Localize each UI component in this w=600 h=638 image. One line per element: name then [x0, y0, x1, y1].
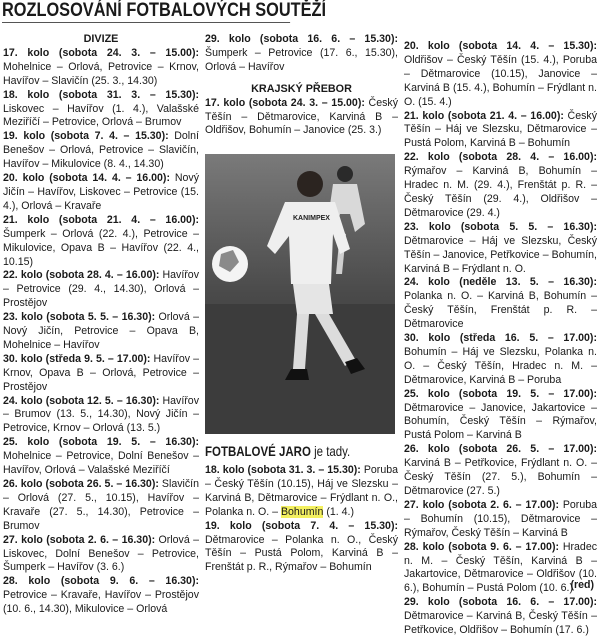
round-fixtures: Slavičín – Orlová (27. 5., 10.15), Havířov – Kravaře (27. 5., 14.30), Petrovice – Brumov	[3, 478, 200, 532]
fixture-round	[3, 130, 199, 172]
round-fixtures: Dětmarovice – Háj ve Slezsku, Český Těšín – Janovice, Petřkovice – Bohumín, Karviná B – Frýdlant n. O.	[404, 234, 597, 275]
highlighted-team: Bohumín	[280, 505, 324, 518]
round-label: 23. kolo (sobota 5. 5. – 16.30):	[404, 220, 597, 233]
round-fixtures: Poruba – Český Těšín (10.15), Háj ve Slezsku – Karviná B, Dětmarovice – Frýdlant n. O., Polanka n. O. –	[205, 464, 398, 518]
round-fixtures: Karviná B – Petřkovice, Frýdlant n. O. – Český Těšín (27. 5.), Bohumín – Dětmarovice (27. 5.)	[404, 457, 597, 497]
round-label: 21. kolo (sobota 21. 4. – 16.00):	[404, 109, 564, 122]
round-fixtures: Dětmarovice – Janovice, Jakartovice – Bohumín, Český Těšín – Rýmařov, Pustá Polom – Karviná B	[404, 401, 597, 442]
round-fixtures: Orlová – Nový Jičín, Petrovice – Opava B, Mohelnice – Havířov	[3, 311, 200, 351]
fixture-round	[3, 575, 199, 617]
author-signature: (red)	[570, 579, 594, 591]
fixture-round	[3, 534, 199, 576]
round-fixtures: Rýmařov – Karviná B, Bohumín – Hradec n. M. (29. 4.), Frenštát p. R. – Český Těšín (29. 4.), Oldřišov – Dětmarovice (29. 4.)	[404, 165, 597, 219]
fixture-round	[404, 388, 597, 444]
round-fixtures: Nový Jičín – Havířov, Liskovec – Petrovice (15. 4.), Orlová – Kravaře	[3, 172, 199, 212]
round-label: 21. kolo (sobota 21. 4. – 16.00):	[3, 213, 199, 226]
round-fixtures: Český Těšín – Háj ve Slezsku, Dětmarovice – Pustá Polom, Karviná B – Bohumín	[404, 109, 597, 150]
fixture-round	[404, 499, 597, 541]
fixture-round	[205, 33, 398, 75]
round-fixtures: Havířov – Petrovice (29. 4., 14.30), Orlová – Prostějov	[3, 269, 199, 310]
round-fixtures: Dětmarovice – Karviná B, Český Těšín – Petřkovice, Oldřišov – Bohumín (17. 6.)	[404, 610, 597, 637]
fixture-round	[404, 221, 597, 277]
round-label: 23. kolo (sobota 5. 5. – 16.30):	[3, 311, 156, 324]
fixture-round	[3, 311, 199, 353]
column-middle	[205, 33, 398, 138]
fixture-round	[404, 443, 597, 499]
fixture-round	[404, 541, 597, 597]
column-divize	[3, 33, 199, 617]
round-label: 27. kolo (sobota 2. 6. – 17.00):	[404, 498, 559, 511]
fixture-round	[404, 276, 597, 332]
round-label: 26. kolo (sobota 26. 5. – 16.30):	[3, 478, 159, 490]
fixture-round	[3, 89, 199, 131]
fixture-round	[3, 395, 199, 437]
round-fixtures: Český Těšín – Dětmarovice, Karviná B – Oldřišov, Bohumín – Janovice (25. 3.)	[205, 96, 398, 137]
fixture-round	[205, 464, 398, 520]
round-label: 25. kolo (sobota 19. 5. – 17.00):	[404, 387, 597, 400]
round-fixtures: Orlová – Liskovec, Dolní Benešov – Petrovice, Šumperk – Havířov (3. 6.)	[3, 533, 200, 574]
round-label: 18. kolo (sobota 31. 3. – 15.30):	[3, 88, 199, 101]
round-fixtures: Oldřišov – Český Těšín (15. 4.), Poruba – Dětmarovice (10.15), Janovice – Karviná B (15. 4.), Bohumín – Frýdlant n. O. (15. 4.)	[404, 53, 597, 108]
round-fixtures: Šumperk – Petrovice (17. 6., 15.30), Orlová – Havířov	[205, 46, 398, 73]
divize-fixture-list	[3, 47, 199, 617]
fixture-round	[205, 520, 398, 576]
fixture-round	[404, 110, 597, 152]
fixture-round	[3, 353, 199, 395]
fixture-round	[3, 47, 199, 89]
section-heading-krajsky-prebor: KRAJSKÝ PŘEBOR	[251, 82, 352, 95]
round-label: 30. kolo (středa 16. 5. – 17.00):	[404, 332, 597, 345]
fixture-round	[3, 172, 199, 214]
round-label: 18. kolo (sobota 31. 3. – 15.30):	[205, 464, 361, 476]
round-fixtures: Dětmarovice – Polanka n. O., Český Těšín – Pustá Polom, Karviná B – Frenštát p. R., Rýmařov – Bohumín	[205, 533, 398, 574]
round-label: 20. kolo (sobota 14. 4. – 15.30):	[404, 40, 597, 52]
round-fixtures: Polanka n. O. – Karviná B, Bohumín – Český Těšín, Frenštát p. R. – Dětmarovice	[404, 290, 597, 331]
column-krajsky-prebor-continued	[404, 40, 597, 638]
round-label: 28. kolo (sobota 9. 6. – 17.00):	[404, 540, 559, 553]
round-label: 24. kolo (sobota 12. 5. – 16.30):	[3, 394, 160, 407]
round-label: 30. kolo (středa 9. 5. – 17.00):	[3, 352, 151, 365]
round-label: 19. kolo (sobota 7. 4. – 15.30):	[3, 130, 169, 143]
round-label: 20. kolo (sobota 14. 4. – 16.00):	[3, 172, 170, 185]
fixture-round	[3, 214, 199, 270]
round-label: 29. kolo (sobota 16. 6. – 17.00):	[404, 596, 597, 609]
fixture-round	[404, 332, 597, 388]
round-label: 17. kolo (sobota 24. 3. – 15.00):	[205, 96, 365, 109]
fixture-round	[3, 478, 199, 534]
page-headline: ROZLOSOVÁNÍ FOTBALOVÝCH SOUTĚŽÍ	[2, 0, 327, 21]
column-middle-lower	[205, 464, 398, 575]
fixture-round	[3, 436, 199, 478]
round-label: 25. kolo (sobota 19. 5. – 16.30):	[3, 436, 199, 449]
round-label: 28. kolo (sobota 9. 6. – 16.30):	[3, 575, 199, 588]
section-heading-divize: DIVIZE	[83, 33, 119, 45]
round-label: 22. kolo (sobota 28. 4. – 16.00):	[3, 269, 160, 282]
round-fixtures: Dolní Benešov – Orlová, Petrovice – Slavičín, Havířov – Mikulovice (8. 4., 14.30)	[3, 130, 199, 171]
jersey-sponsor-text: KANIMPEX	[293, 215, 330, 222]
promo-rest: je tady.	[310, 443, 351, 459]
round-label: 27. kolo (sobota 2. 6. – 16.30):	[3, 533, 156, 546]
round-fixtures: Mohelnice – Orlová, Petrovice – Krnov, Havířov – Slavičín (25. 3., 14.30)	[3, 60, 199, 87]
round-label: 29. kolo (sobota 16. 6. – 15.30):	[205, 33, 398, 45]
round-label: 17. kolo (sobota 24. 3. – 15.00):	[3, 46, 199, 59]
round-fixtures: Havířov – Krnov, Opava B – Orlová, Petrovice – Prostějov	[3, 352, 199, 393]
round-label: 26. kolo (sobota 26. 5. – 17.00):	[404, 443, 597, 456]
fixture-round	[404, 40, 597, 110]
round-fixtures-end: (1. 4.)	[323, 505, 354, 518]
round-label: 24. kolo (neděle 13. 5. – 16.30):	[404, 276, 597, 289]
round-fixtures: Bohumín – Háj ve Slezsku, Polanka n. O. – Český Těšín, Hradec n. M. – Dětmarovice, Karviná B – Poruba	[404, 345, 597, 386]
promo-bold: FOTBALOVÉ JARO	[205, 443, 311, 459]
fixture-round	[404, 151, 597, 221]
round-fixtures: Šumperk – Orlová (22. 4.), Petrovice – Mikulovice, Opava B – Havířov (22. 4., 10.15)	[3, 227, 199, 268]
fixture-round	[3, 269, 199, 311]
round-fixtures: Petrovice – Kravaře, Havířov – Prostějov (10. 6., 14.30), Mikulovice – Orlová	[3, 589, 199, 616]
round-label: 22. kolo (sobota 28. 4. – 16.00):	[404, 151, 597, 164]
round-fixtures: Havířov – Brumov (13. 5., 14.30), Nový Jičín – Petrovice, Krnov – Orlová (13. 5.)	[3, 394, 199, 435]
round-fixtures: Liskovec – Havířov (1. 4.), Valašské Meziříčí – Petrovice, Orlová – Brumov	[3, 102, 199, 129]
round-fixtures: Mohelnice – Petrovice, Dolní Benešov – Havířov, Orlová – Valašské Meziříčí	[3, 450, 199, 477]
fixture-round	[404, 596, 597, 638]
round-fixtures: Hradec n. M. – Český Těšín, Karviná B – Jakartovice, Dětmarovice – Oldřišov (10. 6.), Bohumín – Pustá Polom (10. 6.)	[404, 540, 598, 595]
fixture-round	[205, 97, 398, 139]
round-fixtures: Poruba – Bohumín (10.15), Dětmarovice – Rýmařov, Český Těšín – Karviná B	[404, 498, 597, 539]
football-player-photo	[205, 154, 395, 434]
kp-fixture-list	[404, 40, 597, 638]
promo-headline	[205, 443, 363, 459]
round-label: 19. kolo (sobota 7. 4. – 15.30):	[205, 519, 398, 532]
